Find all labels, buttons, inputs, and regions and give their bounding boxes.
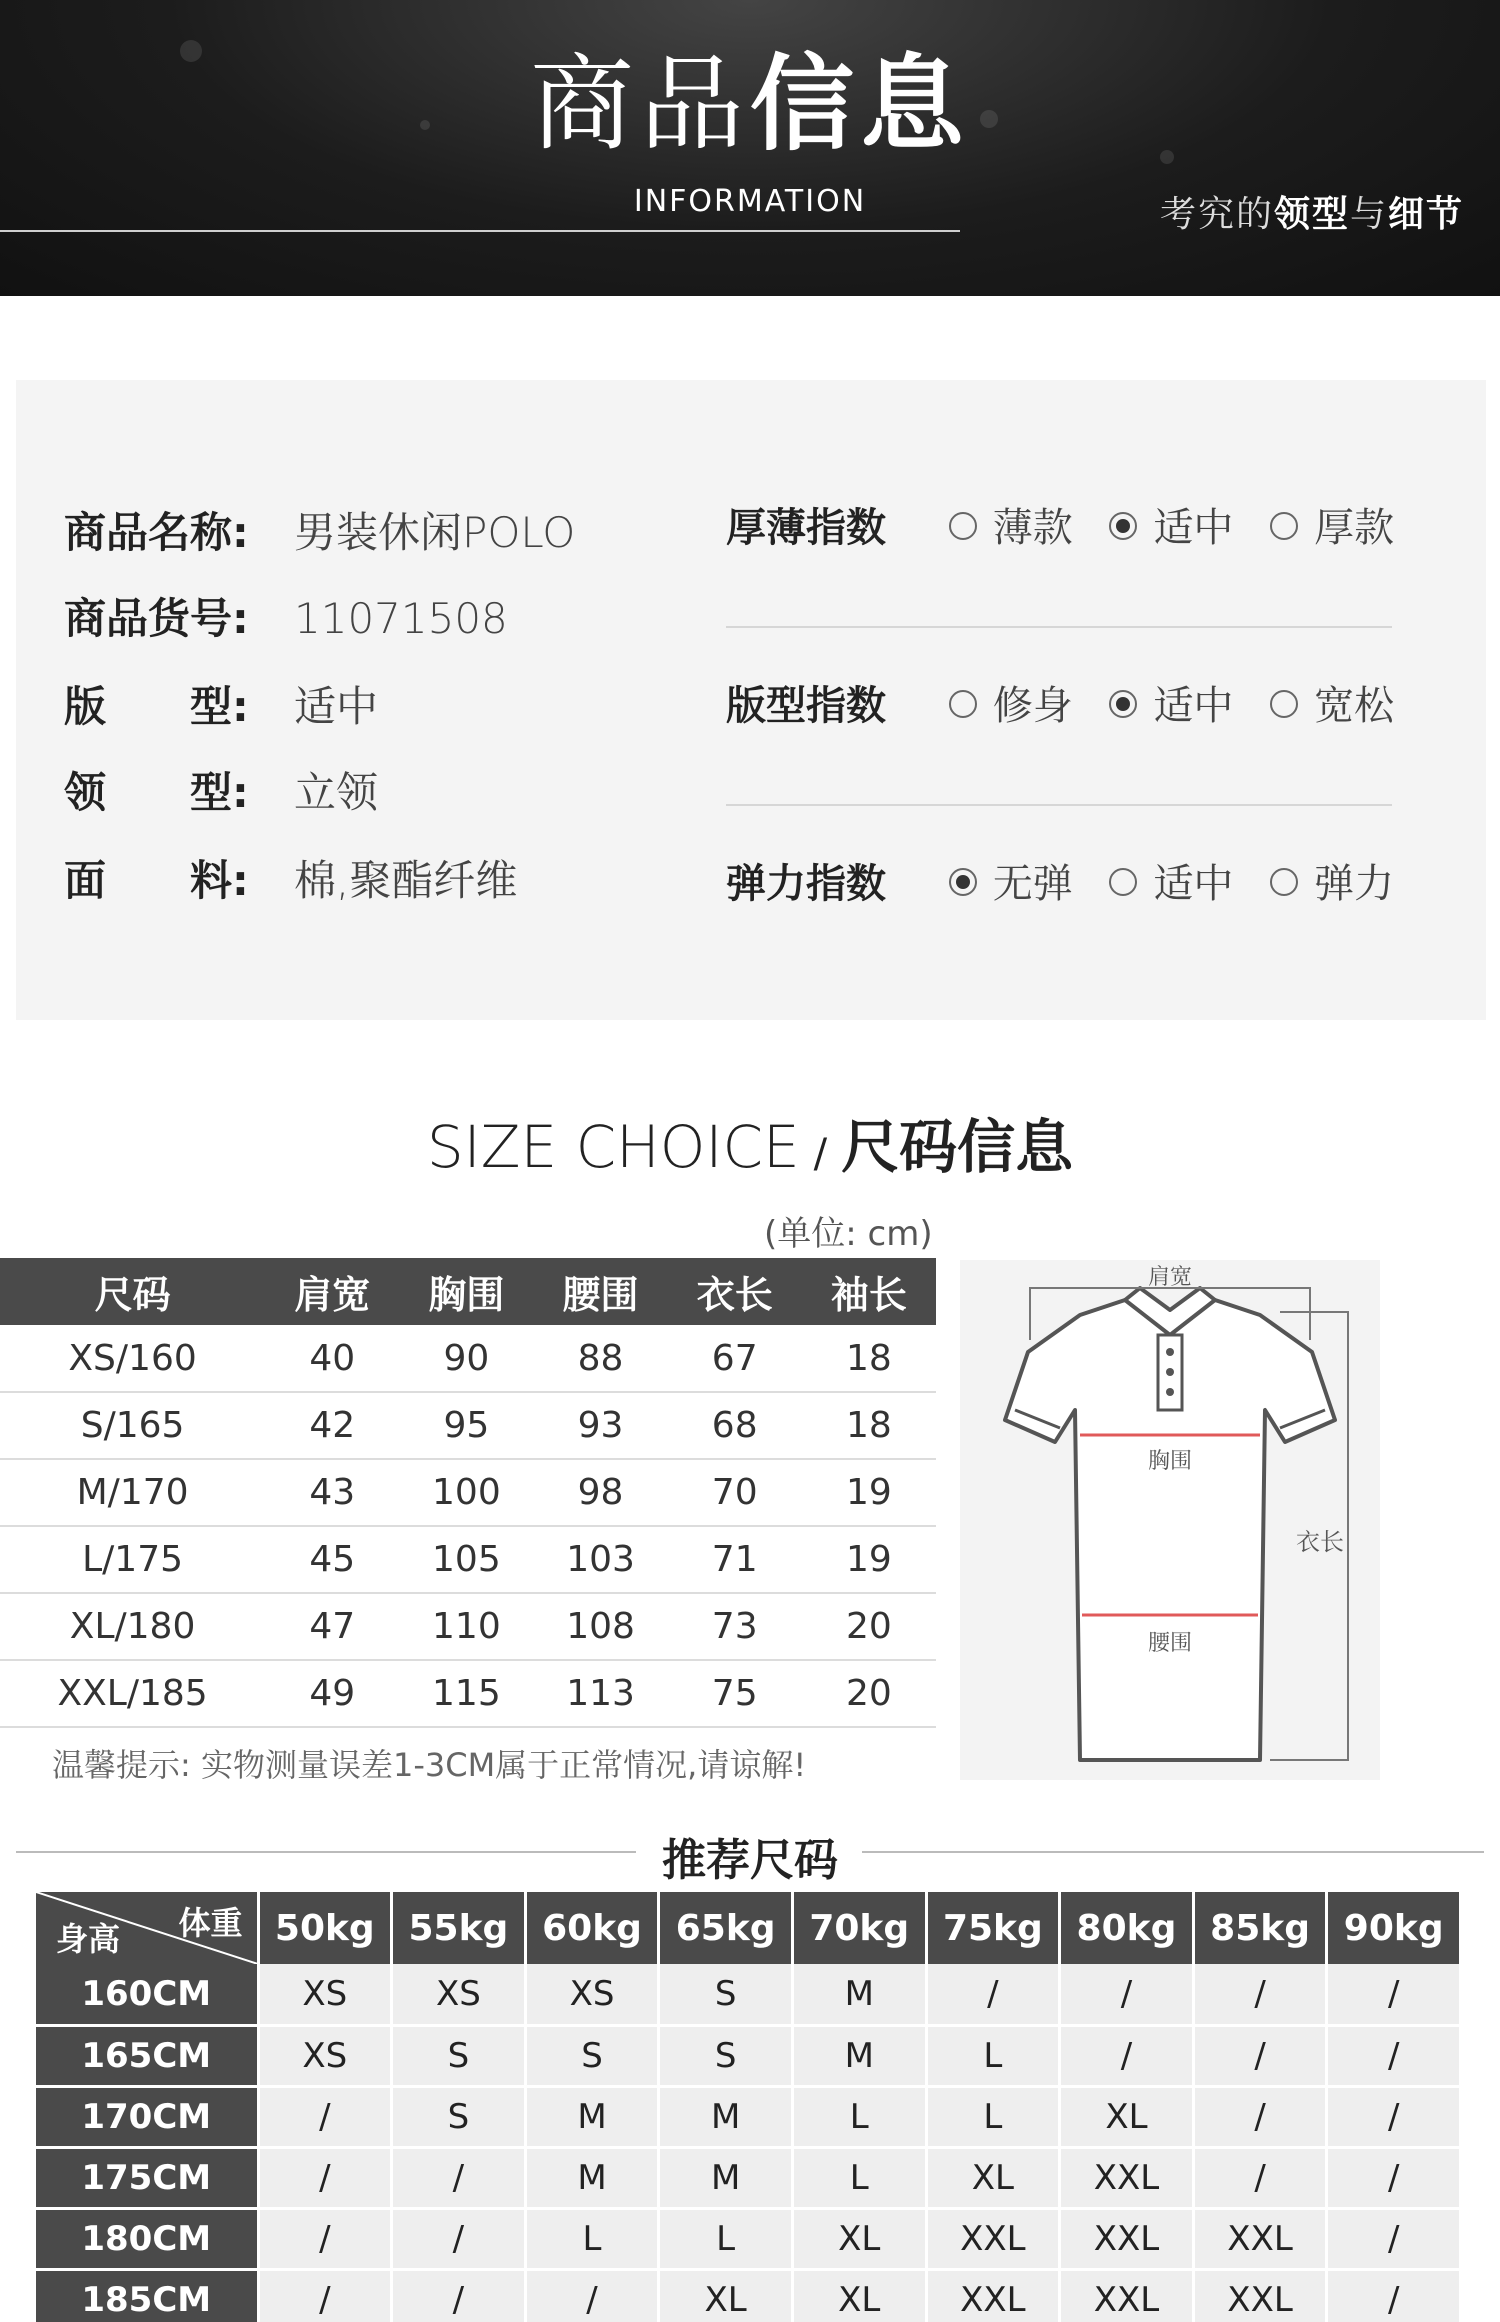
radio-icon <box>1270 512 1298 540</box>
recommended-size-cell: L <box>926 2086 1060 2147</box>
recommended-size-cell: / <box>1193 2147 1327 2208</box>
recommended-size-cell: L <box>926 2025 1060 2086</box>
page-title <box>0 43 1500 165</box>
measure-cell: 100 <box>399 1459 533 1526</box>
button-mark <box>1166 1368 1174 1376</box>
recommended-size-cell: S <box>659 2025 793 2086</box>
header-slogan <box>1160 186 1464 237</box>
recommended-size-cell: / <box>525 2269 659 2322</box>
info-label: 版 型: <box>64 682 249 731</box>
radio-icon <box>1270 690 1298 718</box>
title-light: 商品 <box>529 43 750 165</box>
recommended-size-cell: M <box>525 2147 659 2208</box>
table-row <box>0 1526 936 1593</box>
recommended-size-cell: XL <box>659 2269 793 2322</box>
option-moderate <box>1109 852 1233 909</box>
recommended-size-cell: S <box>659 1964 793 2025</box>
measure-cell: 47 <box>265 1593 399 1660</box>
recommended-size-cell: L <box>792 2086 926 2147</box>
recommended-size-cell: / <box>1193 2086 1327 2147</box>
recommended-size-cell: XXL <box>1060 2147 1194 2208</box>
title-bold: 信息 <box>750 43 971 165</box>
recommended-size-cell: XL <box>926 2147 1060 2208</box>
length-label: 衣长 <box>1296 1528 1344 1556</box>
recommended-size-cell: XS <box>258 2025 392 2086</box>
info-label: 领 型: <box>64 768 249 817</box>
measure-cell: 95 <box>399 1392 533 1459</box>
button-mark <box>1166 1388 1174 1396</box>
radio-icon <box>1270 868 1298 896</box>
info-label: 商品名称: <box>64 508 249 557</box>
measure-cell: 113 <box>533 1660 667 1727</box>
corner-weight-label: 体重 <box>178 1904 243 1942</box>
recommended-size-cell: L <box>525 2208 659 2269</box>
radio-icon <box>949 690 977 718</box>
measurement-tip: 温馨提示: 实物测量误差1-3CM属于正常情况,请谅解! <box>52 1746 807 1784</box>
option-label: 适中 <box>1153 505 1234 551</box>
size-title-separator: / <box>813 1131 828 1177</box>
thickness-index <box>726 496 1418 553</box>
measure-cell: 110 <box>399 1593 533 1660</box>
info-value: 棉,聚酯纤维 <box>294 856 518 905</box>
height-header: 160CM <box>36 1964 258 2025</box>
recommended-size-cell: M <box>659 2147 793 2208</box>
column-header: 衣长 <box>668 1258 802 1325</box>
fit-index <box>726 674 1418 731</box>
recommended-size-cell: XXL <box>926 2208 1060 2269</box>
column-header: 胸围 <box>399 1258 533 1325</box>
size-cell: L/175 <box>0 1526 265 1593</box>
column-header: 腰围 <box>533 1258 667 1325</box>
info-row-sku <box>64 586 508 646</box>
recommended-size-cell: S <box>525 2025 659 2086</box>
recommended-size-cell: XS <box>258 1964 392 2025</box>
measure-cell: 105 <box>399 1526 533 1593</box>
recommended-size-cell: / <box>1060 1964 1194 2025</box>
recommended-size-cell: / <box>258 2208 392 2269</box>
shoulder-label: 肩宽 <box>1147 1265 1193 1290</box>
slogan-emphasis: 领型 <box>1273 194 1350 235</box>
measure-cell: 68 <box>668 1392 802 1459</box>
height-header: 170CM <box>36 2086 258 2147</box>
size-title-cn: 尺码信息 <box>841 1113 1074 1181</box>
unit-label: (单位: cm) <box>764 1214 933 1254</box>
radio-icon <box>949 512 977 540</box>
info-row-fit <box>64 674 378 734</box>
size-table-header <box>0 1258 936 1325</box>
index-divider <box>726 626 1392 628</box>
size-cell: XS/160 <box>0 1325 265 1392</box>
size-cell: XL/180 <box>0 1593 265 1660</box>
info-value: 男装休闲POLO <box>294 508 576 557</box>
measure-cell: 49 <box>265 1660 399 1727</box>
option-label: 薄款 <box>992 505 1073 551</box>
slogan-part: 考究的 <box>1159 194 1274 235</box>
option-loose <box>1270 674 1394 731</box>
option-regular <box>1109 674 1233 731</box>
table-corner <box>36 1892 258 1964</box>
recommended-size-cell: XXL <box>1060 2269 1194 2322</box>
info-row-fabric <box>64 848 517 908</box>
recommended-size-cell: / <box>392 2269 526 2322</box>
option-label: 修身 <box>992 683 1073 729</box>
option-slim <box>949 674 1073 731</box>
height-header: 185CM <box>36 2269 258 2322</box>
radio-selected-icon <box>1109 690 1137 718</box>
recommended-size-cell: M <box>792 1964 926 2025</box>
measure-cell: 20 <box>802 1660 936 1727</box>
recommended-size-cell: / <box>1327 2086 1461 2147</box>
recommended-size-cell: M <box>659 2086 793 2147</box>
option-stretch <box>1270 852 1394 909</box>
measure-cell: 18 <box>802 1392 936 1459</box>
index-label: 弹力指数 <box>726 861 886 907</box>
weight-header: 85kg <box>1193 1892 1327 1964</box>
table-row <box>36 2208 1461 2269</box>
waist-label: 腰围 <box>1147 1631 1193 1656</box>
table-row <box>36 2025 1461 2086</box>
measure-cell: 93 <box>533 1392 667 1459</box>
recommended-size-cell: L <box>792 2147 926 2208</box>
table-row <box>0 1392 936 1459</box>
measure-cell: 70 <box>668 1459 802 1526</box>
recommend-header-row <box>36 1892 1461 1964</box>
recommended-size-cell: XS <box>392 1964 526 2025</box>
polo-measure-diagram <box>960 1260 1380 1780</box>
recommended-size-cell: / <box>258 2269 392 2322</box>
recommended-size-cell: XXL <box>1193 2269 1327 2322</box>
size-section-title <box>0 1100 1500 1184</box>
table-row <box>0 1593 936 1660</box>
corner-height-label: 身高 <box>56 1920 121 1958</box>
chest-label: 胸围 <box>1147 1449 1193 1474</box>
option-label: 弹力 <box>1314 861 1395 907</box>
measure-cell: 71 <box>668 1526 802 1593</box>
measure-cell: 115 <box>399 1660 533 1727</box>
option-label: 适中 <box>1153 861 1234 907</box>
recommended-size-cell: / <box>926 1964 1060 2025</box>
recommended-size-cell: / <box>1327 2269 1461 2322</box>
weight-header: 75kg <box>926 1892 1060 1964</box>
header-banner <box>0 0 1500 296</box>
measure-cell: 75 <box>668 1660 802 1727</box>
weight-header: 80kg <box>1060 1892 1194 1964</box>
weight-header: 70kg <box>792 1892 926 1964</box>
slogan-emphasis: 细节 <box>1387 194 1464 235</box>
size-table <box>0 1258 936 1728</box>
recommended-size-cell: / <box>392 2147 526 2208</box>
radio-selected-icon <box>949 868 977 896</box>
measure-cell: 103 <box>533 1526 667 1593</box>
table-row <box>0 1660 936 1727</box>
recommended-size-cell: / <box>392 2208 526 2269</box>
table-row <box>36 2147 1461 2208</box>
table-row <box>36 2269 1461 2322</box>
column-header: 肩宽 <box>265 1258 399 1325</box>
weight-header: 65kg <box>659 1892 793 1964</box>
option-label: 无弹 <box>992 861 1073 907</box>
recommended-size-cell: / <box>1060 2025 1194 2086</box>
size-cell: S/165 <box>0 1392 265 1459</box>
weight-header: 60kg <box>525 1892 659 1964</box>
measure-cell: 73 <box>668 1593 802 1660</box>
recommended-size-cell: / <box>1327 2025 1461 2086</box>
radio-selected-icon <box>1109 512 1137 540</box>
recommended-size-cell: XL <box>792 2269 926 2322</box>
recommend-size-table <box>36 1892 1462 2322</box>
recommended-size-cell: S <box>392 2025 526 2086</box>
recommended-size-cell: / <box>258 2086 392 2147</box>
recommended-size-cell: XL <box>1060 2086 1194 2147</box>
info-label: 商品货号: <box>64 594 249 643</box>
index-label: 厚薄指数 <box>726 505 886 551</box>
recommended-size-cell: XS <box>525 1964 659 2025</box>
height-header: 180CM <box>36 2208 258 2269</box>
slogan-part: 与 <box>1349 194 1388 235</box>
recommended-size-cell: S <box>392 2086 526 2147</box>
option-label: 宽松 <box>1314 683 1395 729</box>
option-label: 适中 <box>1153 683 1234 729</box>
recommended-size-cell: XL <box>792 2208 926 2269</box>
index-label: 版型指数 <box>726 683 886 729</box>
recommended-size-cell: XXL <box>1060 2208 1194 2269</box>
button-mark <box>1166 1348 1174 1356</box>
page-subtitle: INFORMATION <box>633 184 867 219</box>
measure-cell: 19 <box>802 1526 936 1593</box>
measure-cell: 20 <box>802 1593 936 1660</box>
recommended-size-cell: XXL <box>926 2269 1060 2322</box>
table-row <box>0 1459 936 1526</box>
info-row-collar <box>64 760 378 820</box>
measure-cell: 67 <box>668 1325 802 1392</box>
option-label: 厚款 <box>1314 505 1395 551</box>
info-value: 立领 <box>294 768 379 817</box>
weight-header: 50kg <box>258 1892 392 1964</box>
elasticity-index <box>726 852 1418 909</box>
column-header: 尺码 <box>0 1258 265 1325</box>
measure-cell: 108 <box>533 1593 667 1660</box>
recommend-title: 推荐尺码 <box>662 1835 838 1886</box>
recommended-size-cell: / <box>1327 2147 1461 2208</box>
info-value: 11071508 <box>294 594 508 643</box>
weight-header: 55kg <box>392 1892 526 1964</box>
size-title-en: SIZE CHOICE <box>426 1113 800 1181</box>
measure-cell: 98 <box>533 1459 667 1526</box>
weight-header: 90kg <box>1327 1892 1461 1964</box>
recommended-size-cell: / <box>1193 2025 1327 2086</box>
recommended-size-cell: L <box>659 2208 793 2269</box>
info-row-name <box>64 500 575 560</box>
measure-cell: 42 <box>265 1392 399 1459</box>
option-no-stretch <box>949 852 1073 909</box>
size-cell: XXL/185 <box>0 1660 265 1727</box>
index-divider <box>726 804 1392 806</box>
table-row <box>0 1325 936 1392</box>
option-thin <box>949 496 1073 553</box>
recommended-size-cell: / <box>1193 1964 1327 2025</box>
recommended-size-cell: / <box>1327 2208 1461 2269</box>
header-divider <box>0 230 960 232</box>
height-header: 175CM <box>36 2147 258 2208</box>
measure-cell: 40 <box>265 1325 399 1392</box>
recommended-size-cell: / <box>258 2147 392 2208</box>
measure-cell: 45 <box>265 1526 399 1593</box>
table-row <box>36 2086 1461 2147</box>
recommended-size-cell: M <box>792 2025 926 2086</box>
measure-cell: 19 <box>802 1459 936 1526</box>
recommended-size-cell: XXL <box>1193 2208 1327 2269</box>
info-label: 面 料: <box>64 856 249 905</box>
recommended-size-cell: / <box>1327 1964 1461 2025</box>
info-value: 适中 <box>294 682 379 731</box>
measure-cell: 90 <box>399 1325 533 1392</box>
measure-cell: 88 <box>533 1325 667 1392</box>
option-thick <box>1270 496 1394 553</box>
column-header: 袖长 <box>802 1258 936 1325</box>
table-row <box>36 1964 1461 2025</box>
size-cell: M/170 <box>0 1459 265 1526</box>
radio-icon <box>1109 868 1137 896</box>
measure-cell: 43 <box>265 1459 399 1526</box>
height-header: 165CM <box>36 2025 258 2086</box>
measure-cell: 18 <box>802 1325 936 1392</box>
recommended-size-cell: M <box>525 2086 659 2147</box>
option-medium <box>1109 496 1233 553</box>
